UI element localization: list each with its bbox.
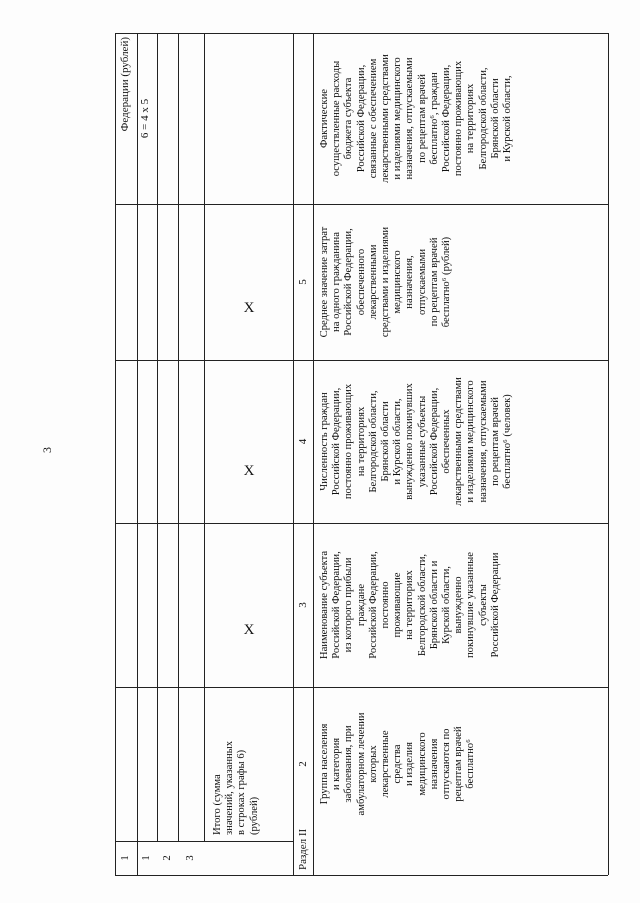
cell-line: постоянно проживающих bbox=[453, 60, 465, 177]
cell-line: и изделиями медицинского bbox=[465, 380, 477, 503]
section2-col3 bbox=[315, 523, 505, 687]
col-divider bbox=[204, 33, 205, 841]
cell-line: субъекты bbox=[477, 584, 489, 626]
cell-line: назначения, bbox=[404, 255, 416, 309]
cell-line: на территориях bbox=[465, 83, 477, 154]
cell-line: средства bbox=[392, 744, 404, 784]
header-col6: 6 = 4 x 5 bbox=[139, 98, 151, 139]
cell-line: постоянно проживающих bbox=[343, 383, 355, 500]
section2-col4 bbox=[315, 360, 515, 523]
cell-line: граждане bbox=[355, 583, 367, 627]
cell-line: Брянской области bbox=[489, 78, 501, 159]
cell-line: бесплатно⁶, граждан bbox=[428, 72, 440, 165]
cell-line: бесплатно⁶ (человек) bbox=[502, 394, 514, 489]
header-cell-6-formula bbox=[139, 33, 155, 204]
cell-line: и изделиями медицинского bbox=[392, 57, 404, 180]
cell-line: Российской Федерации, bbox=[355, 64, 367, 173]
cell-line: и Курской области, bbox=[392, 398, 404, 485]
cell-line: Российской Федерации, bbox=[428, 387, 440, 496]
table-border-bottom bbox=[115, 875, 608, 876]
cell-line: которых bbox=[367, 745, 379, 783]
header-cell-3 bbox=[293, 523, 313, 687]
section-title: Раздел II bbox=[297, 828, 309, 870]
col-divider bbox=[157, 33, 158, 841]
header-col2: 2 bbox=[297, 761, 309, 767]
cell-line: Белгородской области, bbox=[416, 553, 428, 657]
row-number: 2 bbox=[162, 855, 173, 861]
table bbox=[115, 33, 608, 875]
cell-line: назначения, отпускаемыми bbox=[477, 380, 489, 503]
section2-col2 bbox=[315, 687, 477, 841]
cell-line: назначения, отпускаемыми bbox=[404, 57, 416, 180]
cell-line: на территориях bbox=[355, 406, 367, 477]
cell-line: из которого прибыли bbox=[343, 557, 355, 653]
total-col3-x: X bbox=[243, 622, 255, 638]
cell-line: связанные с обеспечением bbox=[367, 58, 379, 179]
total-row-label: Итого (сумма значений, указанных в строках графы 6) (рублей) bbox=[212, 740, 260, 835]
cell-line: осуществленные расходы bbox=[331, 60, 343, 177]
row-number: 1 bbox=[120, 855, 131, 861]
col-divider bbox=[137, 33, 138, 875]
cell-line: и изделия bbox=[404, 742, 416, 786]
cell-line: по рецептам врачей bbox=[428, 237, 440, 327]
cell-line: Численность граждан bbox=[319, 392, 330, 491]
cell-line: бесплатно⁶ bbox=[465, 739, 477, 789]
cell-line: по рецептам врачей bbox=[416, 74, 428, 163]
header-col5: 5 bbox=[297, 279, 309, 285]
cell-line: покинувшие указанные bbox=[465, 552, 477, 658]
cell-line: и категория bbox=[331, 737, 343, 791]
cell-line: Российской Федерации, bbox=[331, 387, 343, 496]
cell-line: на одного гражданина bbox=[331, 232, 343, 332]
cell-line: вынужденно bbox=[453, 576, 465, 634]
cell-line: лекарственными средствами bbox=[380, 54, 392, 183]
cell-line: и Курской области, bbox=[502, 75, 514, 162]
table-border-right bbox=[608, 33, 609, 875]
cell-line: Фактические bbox=[319, 89, 330, 148]
cell-line: Курской области, bbox=[441, 566, 453, 644]
cell-line: обеспеченных bbox=[441, 409, 453, 474]
header-col-title: Федерации (рублей) bbox=[119, 37, 131, 132]
cell-line: постоянно bbox=[380, 581, 392, 629]
cell-line: Российской Федерации, bbox=[367, 551, 379, 659]
header-cell-4 bbox=[293, 360, 313, 523]
header-cell-6 bbox=[119, 33, 133, 204]
cell-line: отпускаются по bbox=[441, 728, 453, 800]
cell-line: Российской Федерации, bbox=[343, 228, 355, 336]
cell-line: медицинского bbox=[416, 732, 428, 796]
cell-line: указанные субъекты bbox=[416, 395, 428, 488]
cell-line: Российской Федерации bbox=[489, 552, 501, 658]
cell-line: на территориях bbox=[404, 570, 416, 640]
header-col4: 4 bbox=[297, 438, 309, 445]
col-divider bbox=[313, 33, 314, 875]
section2-col5 bbox=[315, 204, 455, 360]
row-number: 3 bbox=[185, 855, 196, 861]
section2-col6 bbox=[315, 33, 515, 204]
cell-line: Белгородской области, bbox=[477, 67, 489, 170]
cell-line: заболевания, при bbox=[343, 725, 355, 803]
cell-line: лекарственными средствами bbox=[453, 377, 465, 506]
cell-line: отпускаемыми bbox=[416, 248, 428, 316]
cell-line: бесплатно⁶ (рублей) bbox=[441, 236, 453, 328]
total-col4-x: X bbox=[243, 463, 255, 479]
cell-line: обеспеченного bbox=[355, 248, 367, 316]
cell-line: медицинского bbox=[392, 250, 404, 314]
cell-line: по рецептам врачей bbox=[489, 397, 501, 486]
table-border-left bbox=[115, 33, 116, 875]
cell-line: Группа населения bbox=[319, 723, 330, 805]
cell-line: Среднее значение затрат bbox=[319, 226, 330, 338]
col-divider bbox=[178, 33, 179, 841]
cell-line: средствами и изделиями bbox=[380, 226, 392, 338]
cell-line: бюджета субъекта bbox=[343, 77, 355, 160]
cell-line: Наименование субъекта bbox=[319, 550, 330, 660]
cell-line: Брянской области и bbox=[428, 560, 440, 650]
cell-line: лекарственными bbox=[367, 244, 379, 320]
cell-line: Брянской области bbox=[380, 401, 392, 482]
cell-line: назначения bbox=[428, 738, 440, 790]
header-cell-5 bbox=[293, 204, 313, 360]
page-number: 3 bbox=[40, 447, 54, 453]
header-col3: 3 bbox=[297, 602, 309, 608]
cell-line: лекарственные bbox=[380, 730, 392, 798]
cell-line: амбулаторном лечении bbox=[355, 712, 367, 816]
cell-line: Белгородской области, bbox=[367, 390, 379, 493]
row-number: 1 bbox=[141, 855, 152, 861]
cell-line: Российской Федерации, bbox=[441, 64, 453, 173]
cell-line: проживающие bbox=[392, 572, 404, 638]
cell-line: Российской Федерации, bbox=[331, 551, 343, 659]
cell-line: рецептам врачей bbox=[453, 726, 465, 802]
cell-line: вынужденно покинувших bbox=[404, 383, 416, 500]
total-col5-x: X bbox=[243, 300, 255, 316]
